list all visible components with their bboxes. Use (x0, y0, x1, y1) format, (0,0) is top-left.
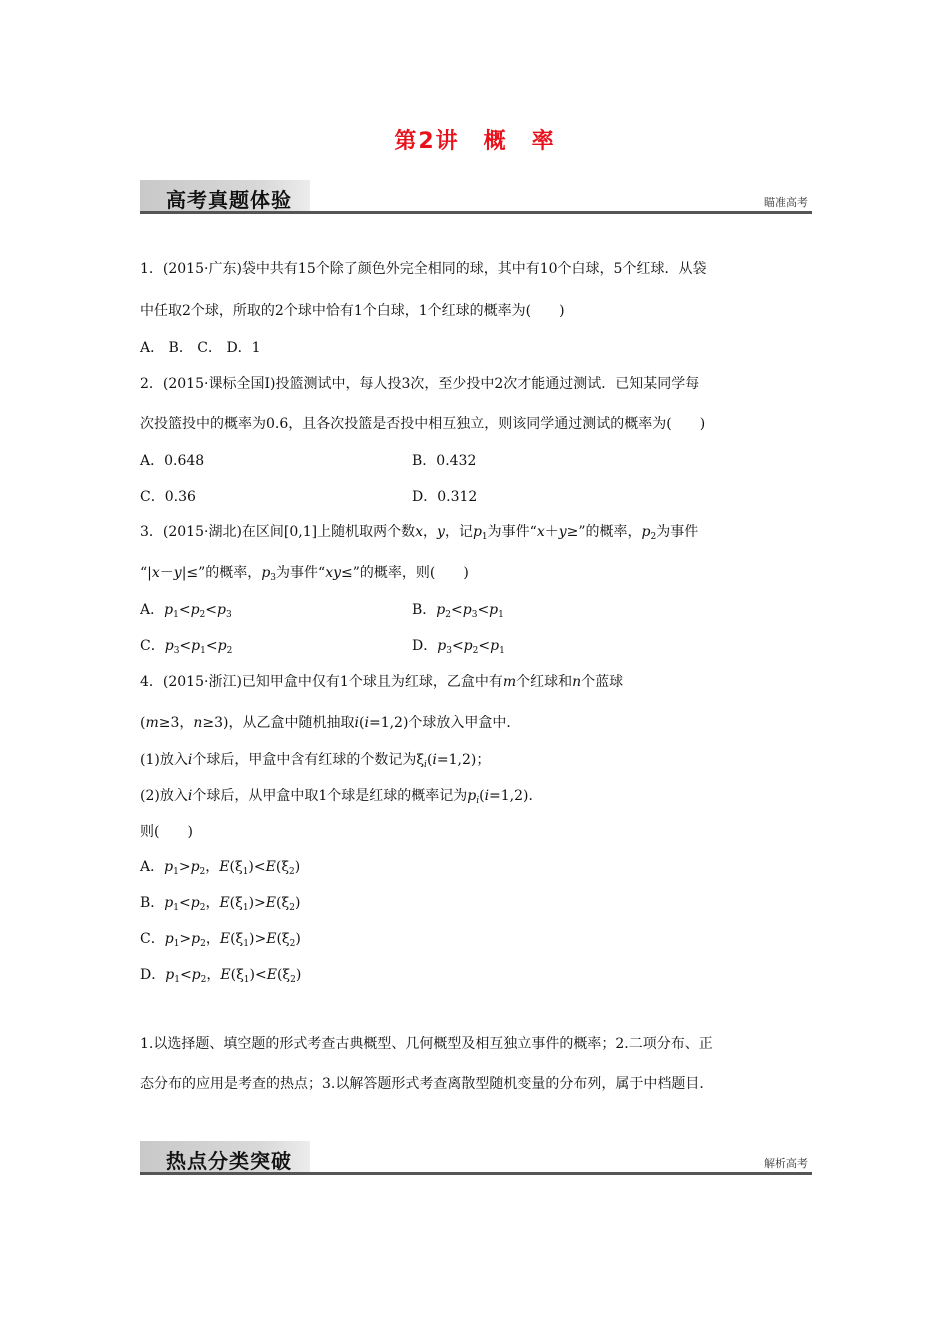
q2-option-b: B．0.432 (412, 453, 477, 469)
summary-line1: 1.以选择题、填空题的形式考查古典概型、几何概型及相互独立事件的概率；2.二项分布、正 (140, 1036, 713, 1052)
q3-option-d: D．$p_3<p_2<p_1$ (412, 638, 505, 656)
q1-options: A． B． C． D．1 (140, 340, 261, 356)
q4-then: 则( ) (140, 824, 193, 840)
page-title: 第2讲 概 率 (394, 129, 556, 154)
q4-option-c: C．$p_1>p_2$，$E(\xi_1)>E(\xi_2)$ (140, 931, 301, 949)
q3-line1: 3．(2015·湖北)在区间[0,1]上随机取两个数x，y，记$p_1$为事件“x＋y≥”的概率，$p_2$为事件 (140, 524, 699, 542)
summary-line2: 态分布的应用是考查的热点；3.以解答题形式考查离散型随机变量的分布列，属于中档题目． (140, 1076, 714, 1092)
section-banner-exam (140, 180, 812, 214)
q4-option-d: D．$p_1<p_2$，$E(\xi_1)<E(\xi_2)$ (140, 967, 302, 985)
q1-line2: 中任取2个球，所取的2个球中恰有1个白球，1个红球的概率为( ) (140, 303, 565, 319)
q4-line2: (m≥3，n≥3)，从乙盒中随机抽取i(i=1,2)个球放入甲盒中． (140, 715, 521, 731)
q2-line1: 2．(2015·课标全国Ⅰ)投篮测试中，每人投3次，至少投中2次才能通过测试．已知某同学每 (140, 376, 700, 392)
section-banner-hotspots (140, 1141, 812, 1175)
section-tag: 解析高考 (764, 1157, 808, 1170)
section-tag: 瞄准高考 (764, 196, 808, 209)
q1-line1: 1．(2015·广东)袋中共有15个除了颜色外完全相同的球，其中有10个白球，5个红球．从袋 (140, 261, 707, 277)
q4-option-a: A．$p_1>p_2$，$E(\xi_1)<E(\xi_2)$ (140, 859, 301, 877)
q4-sub1: (1)放入i个球后，甲盒中含有红球的个数记为$\xi_i(i=1,2)$； (140, 752, 491, 770)
q4-sub2: (2)放入i个球后，从甲盒中取1个球是红球的概率记为$p_i(i=1,2)$． (140, 788, 543, 806)
q3-option-c: C．$p_3<p_1<p_2$ (140, 638, 233, 656)
q2-option-d: D．0.312 (412, 489, 478, 505)
q4-line1: 4．(2015·浙江)已知甲盒中仅有1个球且为红球，乙盒中有m个红球和n个蓝球 (140, 674, 624, 690)
q2-option-c: C．0.36 (140, 489, 196, 505)
section-heading: 高考真题体验 (166, 188, 292, 212)
q3-option-a: A．$p_1<p_2<p_3$ (140, 602, 232, 620)
q3-option-b: B．$p_2<p_3<p_1$ (412, 602, 504, 620)
q4-option-b: B．$p_1<p_2$，$E(\xi_1)>E(\xi_2)$ (140, 895, 301, 913)
q2-line2: 次投篮投中的概率为0.6，且各次投篮是否投中相互独立，则该同学通过测试的概率为( ) (140, 416, 706, 432)
q2-option-a: A．0.648 (140, 453, 205, 469)
q3-line2: “|x－y|≤”的概率，$p_3$为事件“xy≤”的概率，则( ) (140, 565, 469, 583)
section-heading: 热点分类突破 (166, 1149, 292, 1173)
